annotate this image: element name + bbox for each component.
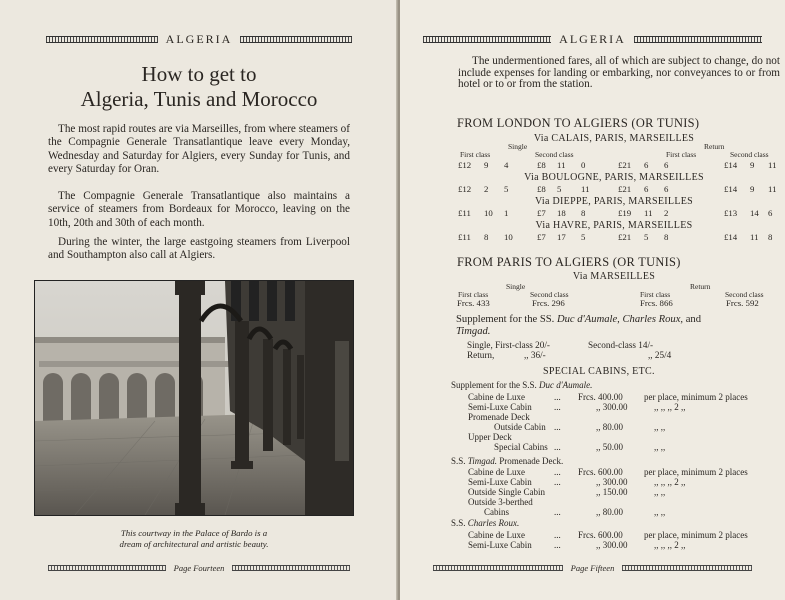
cabin-dots: ... <box>554 422 561 432</box>
return-label: Return <box>690 282 711 291</box>
fare-cell: 5 <box>581 232 586 242</box>
page-number: Page Fifteen <box>570 563 615 573</box>
fare-cell: 17 <box>557 232 566 242</box>
fare-cell: 2 <box>664 208 669 218</box>
cabin-dots: ... <box>554 467 561 477</box>
fares-intro: The undermentioned fares, all of which are subject to change, do not include expenses for landing or embarking, nor conveyances to or from hotel or to or from the station. <box>458 55 780 90</box>
supplement-text <box>456 314 780 338</box>
paragraph: The most rapid routes are via Marseilles, from where steamers of the Compagnie Generale Transatlantique leave every Monday, Wednesday and Saturday for Algiers, every Sunday for Tunis, and every Saturday for Oran. <box>48 123 350 176</box>
fare-cell: 8 <box>581 208 586 218</box>
cabin-label: Promenade Deck <box>468 412 530 422</box>
footer-rule <box>232 565 350 571</box>
return-label: Return <box>704 142 725 151</box>
fare-cell: 14 <box>750 208 759 218</box>
fare-cell: £11 <box>458 208 471 218</box>
cabin-label: Semi-Luxe Cabin <box>468 477 532 487</box>
cabin-label: Upper Deck <box>468 432 512 442</box>
fare-cell: £14 <box>724 184 738 194</box>
second-class-label: Second class <box>725 290 764 299</box>
special-cabins-heading: SPECIAL CABINS, ETC. <box>543 366 655 377</box>
cabin-price: ,, 150.00 <box>596 487 628 497</box>
title-line: Algeria, Tunis and Morocco <box>80 87 318 111</box>
cabin-note: per place, minimum 2 places <box>644 392 748 402</box>
fare-cell: 6 <box>768 208 773 218</box>
fare-cell: £21 <box>618 184 632 194</box>
duc-heading-prefix: Supplement for the S.S. <box>451 380 539 390</box>
fare-cell: 8 <box>664 232 669 242</box>
fare-cell: 11 <box>768 184 777 194</box>
cabin-price: ,, 300.00 <box>596 540 628 550</box>
paragraph: The Compagnie Generale Transatlantique also maintains a service of steamers from Bordeaux for Morocco, leaving on the 10th, 20th and 30th of each month. <box>48 190 350 229</box>
page-title <box>0 62 398 112</box>
london-fare-rows <box>458 160 780 245</box>
paragraph: During the winter, the large eastgoing steamers from Liverpool and Southampton also call at Algiers. <box>48 236 350 262</box>
fare-cell: 11 <box>644 208 653 218</box>
cabin-note: ,, ,, ,, 2 ,, <box>654 402 686 412</box>
fare-cell: Frcs. 592 <box>726 298 759 308</box>
route-via: Via MARSEILLES <box>572 271 656 282</box>
header-rule <box>46 36 158 43</box>
first-class-label: First class <box>460 150 491 159</box>
fare-cell: 5 <box>504 184 509 194</box>
cabin-note: per place, minimum 2 places <box>644 467 748 477</box>
supp-single: Single, First-class 20/- <box>467 340 550 350</box>
cabin-label: Outside 3-berthed <box>468 497 533 507</box>
fare-cell: 6 <box>664 160 669 170</box>
route-via: Via BOULOGNE, PARIS, MARSEILLES <box>524 172 704 183</box>
fare-cell: 5 <box>644 232 649 242</box>
cabin-dots: ... <box>554 477 561 487</box>
supplement-prefix: Supplement for the SS. <box>456 314 557 325</box>
cabin-dots: ... <box>554 530 561 540</box>
second-class-label: Second class <box>730 150 769 159</box>
fare-cell: Frcs. 296 <box>532 298 565 308</box>
fare-cell: £12 <box>458 184 472 194</box>
fare-cell: 1 <box>504 208 509 218</box>
header-label: ALGERIA <box>165 32 233 46</box>
roux-heading-prefix: S.S. <box>451 518 468 528</box>
duc-heading-ship: Duc d'Aumale. <box>539 380 593 390</box>
fare-cell: 5 <box>557 184 562 194</box>
supplement-timgad: Timgad. <box>456 326 491 337</box>
timgad-heading <box>451 456 563 466</box>
courtyard-photo <box>34 280 354 516</box>
cabin-note: ,, ,, <box>654 487 666 497</box>
cabin-price: ,, 80.00 <box>596 422 623 432</box>
footer-rule <box>433 565 563 571</box>
cabin-label: Cabine de Luxe <box>468 392 525 402</box>
header-rule <box>634 36 762 43</box>
timgad-heading-ship: Timgad. <box>467 456 498 466</box>
fare-cell: 9 <box>484 160 489 170</box>
fare-cell: 8 <box>484 232 489 242</box>
supp-single-second: Second-class 14/- <box>588 340 654 350</box>
first-class-label: First class <box>666 150 697 159</box>
page-number: Page Fourteen <box>173 563 225 573</box>
fare-cell: 6 <box>644 184 649 194</box>
fare-cell: £21 <box>618 232 632 242</box>
fare-cell: 8 <box>768 232 773 242</box>
fare-cell: £11 <box>458 232 471 242</box>
fare-cell: 2 <box>484 184 489 194</box>
cabin-dots: ... <box>554 402 561 412</box>
fare-cell: Frcs. 866 <box>640 298 673 308</box>
cabin-price: ,, 50.00 <box>596 442 623 452</box>
cabin-label: Outside Single Cabin <box>468 487 545 497</box>
fare-cell: 11 <box>750 232 759 242</box>
second-class-label: Second class <box>530 290 569 299</box>
cabin-price: ,, 300.00 <box>596 402 628 412</box>
single-label: Single <box>508 142 528 151</box>
roux-heading <box>451 518 519 528</box>
caption-line: dream of architectural and artistic beauty. <box>119 539 269 549</box>
fare-cell: 4 <box>504 160 509 170</box>
supp-return: Return, <box>467 350 495 360</box>
cabin-label: Cabine de Luxe <box>468 530 525 540</box>
cabin-price: ,, 300.00 <box>596 477 628 487</box>
fare-cell: 10 <box>484 208 493 218</box>
cabin-dots: ... <box>554 540 561 550</box>
single-label: Single <box>506 282 526 291</box>
fare-cell: 11 <box>768 160 777 170</box>
cabin-dots: ... <box>554 507 561 517</box>
fare-cell: 11 <box>557 160 566 170</box>
duc-heading <box>451 380 592 390</box>
cabin-price: Frcs. 400.00 <box>578 392 623 402</box>
cabin-label: Cabine de Luxe <box>468 467 525 477</box>
photo-caption <box>34 528 354 550</box>
second-class-label: Second class <box>535 150 574 159</box>
route-via: Via HAVRE, PARIS, MARSEILLES <box>535 220 693 231</box>
cabin-label: Cabins <box>484 507 510 517</box>
route-via: Via DIEPPE, PARIS, MARSEILLES <box>534 196 694 207</box>
fare-cell: £21 <box>618 160 632 170</box>
cabin-price: Frcs. 600.00 <box>578 467 623 477</box>
left-footer <box>0 563 398 573</box>
palace-courtyard-image <box>35 281 353 515</box>
cabin-dots: ... <box>554 392 561 402</box>
header-rule <box>240 36 352 43</box>
footer-rule <box>48 565 166 571</box>
fare-cell: £14 <box>724 232 738 242</box>
timgad-heading-deck: Promenade Deck. <box>497 456 564 466</box>
fare-cell: 6 <box>644 160 649 170</box>
fare-cell: 18 <box>557 208 566 218</box>
fare-cell: 11 <box>581 184 590 194</box>
cabin-note: ,, ,, ,, 2 ,, <box>654 540 686 550</box>
fare-cell: £7 <box>537 232 546 242</box>
cabin-label: Semi-Luxe Cabin <box>468 402 532 412</box>
supp-return-first: ,, 36/- <box>524 350 546 360</box>
footer-rule <box>622 565 752 571</box>
fare-cell: 9 <box>750 160 755 170</box>
cabin-note: ,, ,, <box>654 507 666 517</box>
fare-cell: £14 <box>724 160 738 170</box>
title-line: How to get to <box>141 62 257 86</box>
paris-heading: FROM PARIS TO ALGIERS (OR TUNIS) <box>457 255 681 269</box>
cabin-label: Outside Cabin <box>494 422 546 432</box>
supplement-ships: Duc d'Aumale, Charles Roux, <box>556 314 684 325</box>
cabin-dots: ... <box>554 442 561 452</box>
fare-cell: 6 <box>664 184 669 194</box>
cabin-note: ,, ,, <box>654 422 666 432</box>
cabin-label: Special Cabins <box>494 442 548 452</box>
left-header <box>0 32 398 47</box>
fare-cell: £8 <box>537 184 546 194</box>
right-footer <box>400 563 785 573</box>
fare-cell: £8 <box>537 160 546 170</box>
first-class-label: First class <box>640 290 671 299</box>
cabin-note: ,, ,, <box>654 442 666 452</box>
london-heading: FROM LONDON TO ALGIERS (OR TUNIS) <box>457 116 700 130</box>
caption-line: This courtway in the Palace of Bardo is a <box>120 528 268 538</box>
fare-cell: 10 <box>504 232 513 242</box>
header-rule <box>423 36 551 43</box>
roux-heading-ship: Charles Roux. <box>467 518 520 528</box>
header-label: ALGERIA <box>559 32 626 46</box>
cabin-price: ,, 80.00 <box>596 507 623 517</box>
supplement-and: and <box>683 314 702 325</box>
timgad-heading-prefix: S.S. <box>451 456 468 466</box>
supp-return-second: ,, 25/4 <box>648 350 672 360</box>
fare-cell: £19 <box>618 208 632 218</box>
first-class-label: First class <box>458 290 489 299</box>
fare-cell: £7 <box>537 208 546 218</box>
fare-cell: Frcs. 433 <box>457 298 490 308</box>
fare-cell: 9 <box>750 184 755 194</box>
cabin-note: per place, minimum 2 places <box>644 530 748 540</box>
fare-cell: £12 <box>458 160 472 170</box>
fare-cell: £13 <box>724 208 738 218</box>
route-via: Via CALAIS, PARIS, MARSEILLES <box>533 133 695 144</box>
cabin-note: ,, ,, ,, 2 ,, <box>654 477 686 487</box>
fare-cell: 0 <box>581 160 586 170</box>
cabin-label: Semi-Luxe Cabin <box>468 540 532 550</box>
right-header <box>400 32 785 47</box>
right-page <box>400 0 785 600</box>
cabin-price: Frcs. 600.00 <box>578 530 623 540</box>
